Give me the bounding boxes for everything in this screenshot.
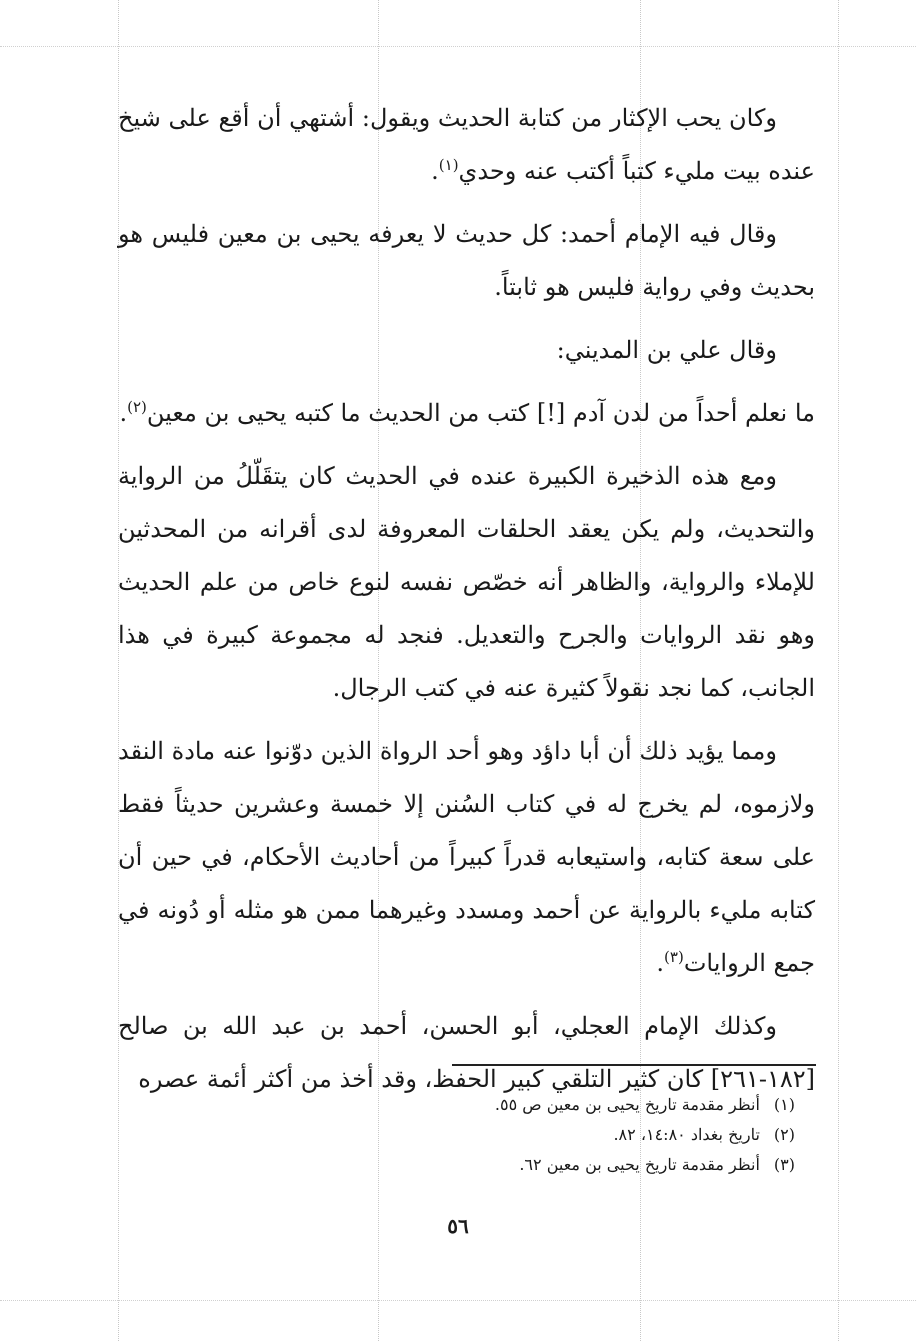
footnote-number: (٢): [773, 1125, 795, 1144]
paragraph-tail: .: [431, 157, 439, 185]
footnote-reference[interactable]: (٣): [664, 948, 684, 966]
paragraph-text: ومع هذه الذخيرة الكبيرة عنده في الحديث كان يتقَلّلُ من الرواية والتحديث، ولم يكن يعقد الحلقات المعروفة لدى أقرانه من المحدثين للإملاء والرواية، والظاهر أنه خصّص نفسه لنوع خاص من علم الحديث وهو نقد الروايات والجرح والتعديل. فنجد له مجموعة كبيرة في هذا الجانب، كما نجد نقولاً كثيرة عنه في كتب الرجال.: [118, 462, 815, 702]
paragraph-text: ما نعلم أحداً من لدن آدم [!] كتب من الحديث ما كتبه يحيى بن معين: [146, 399, 815, 427]
paragraph: [118, 208, 815, 314]
footnote-reference[interactable]: (٢): [127, 398, 147, 416]
footnote-text: أنظر مقدمة تاريخ يحيى بن معين ٦٢.: [519, 1155, 760, 1174]
footnote: [380, 1120, 795, 1150]
footnote: [380, 1090, 795, 1120]
footnote-separator: [452, 1064, 816, 1066]
paragraph-tail: .: [656, 949, 665, 977]
paragraph: [118, 92, 815, 198]
page-body: [118, 92, 815, 1110]
paragraph-tail: .: [119, 399, 128, 427]
paragraph: [118, 324, 815, 377]
page-number: ٥٦: [447, 1214, 469, 1238]
footnote-number: (٣): [773, 1155, 795, 1174]
paragraph: [118, 450, 815, 715]
scan-guide-line: [838, 0, 839, 1341]
scan-guide-line: [0, 1300, 916, 1301]
paragraph-text: وكذلك الإمام العجلي، أبو الحسن، أحمد بن عبد الله بن صالح [١٨٢-٢٦١] كان كثير التلقي كبير الحفظ، وقد أخذ من أكثر أئمة عصره: [118, 1012, 815, 1093]
footnote-reference[interactable]: (١): [438, 156, 459, 174]
scan-guide-line: [0, 46, 916, 47]
footnote-text: أنظر مقدمة تاريخ يحيى بن معين ص ٥٥.: [494, 1095, 760, 1114]
quote-paragraph: [118, 387, 815, 440]
footnote: [380, 1150, 795, 1180]
footnotes: [380, 1090, 795, 1180]
footnote-text: تاريخ بغداد ١٤:٨٠، ٨٢.: [613, 1125, 760, 1144]
paragraph-text: وكان يحب الإكثار من كتابة الحديث ويقول: أشتهي أن أقع على شيخ عنده بيت مليء كتباً أكتب عنه وحدي: [118, 104, 815, 185]
paragraph-text: ومما يؤيد ذلك أن أبا داؤد وهو أحد الرواة الذين دوّنوا عنه مادة النقد ولازموه، لم يخرج له في كتاب السُنن إلا خمسة وعشرين حديثاً فقط على سعة كتابه، واستيعابه قدراً كبيراً من أحاديث الأحكام، في حين أن كتابه مليء بالرواية عن أحمد ومسدد وغيرهما ممن هو مثله أو دُونه في جمع الروايات: [118, 737, 815, 977]
paragraph-text: وقال علي بن المديني:: [556, 336, 777, 364]
footnote-number: (١): [773, 1095, 795, 1114]
paragraph: [118, 725, 815, 990]
paragraph-text: وقال فيه الإمام أحمد: كل حديث لا يعرفه يحيى بن معين فليس هو بحديث وفي رواية فليس هو ثابتاً.: [118, 220, 815, 301]
